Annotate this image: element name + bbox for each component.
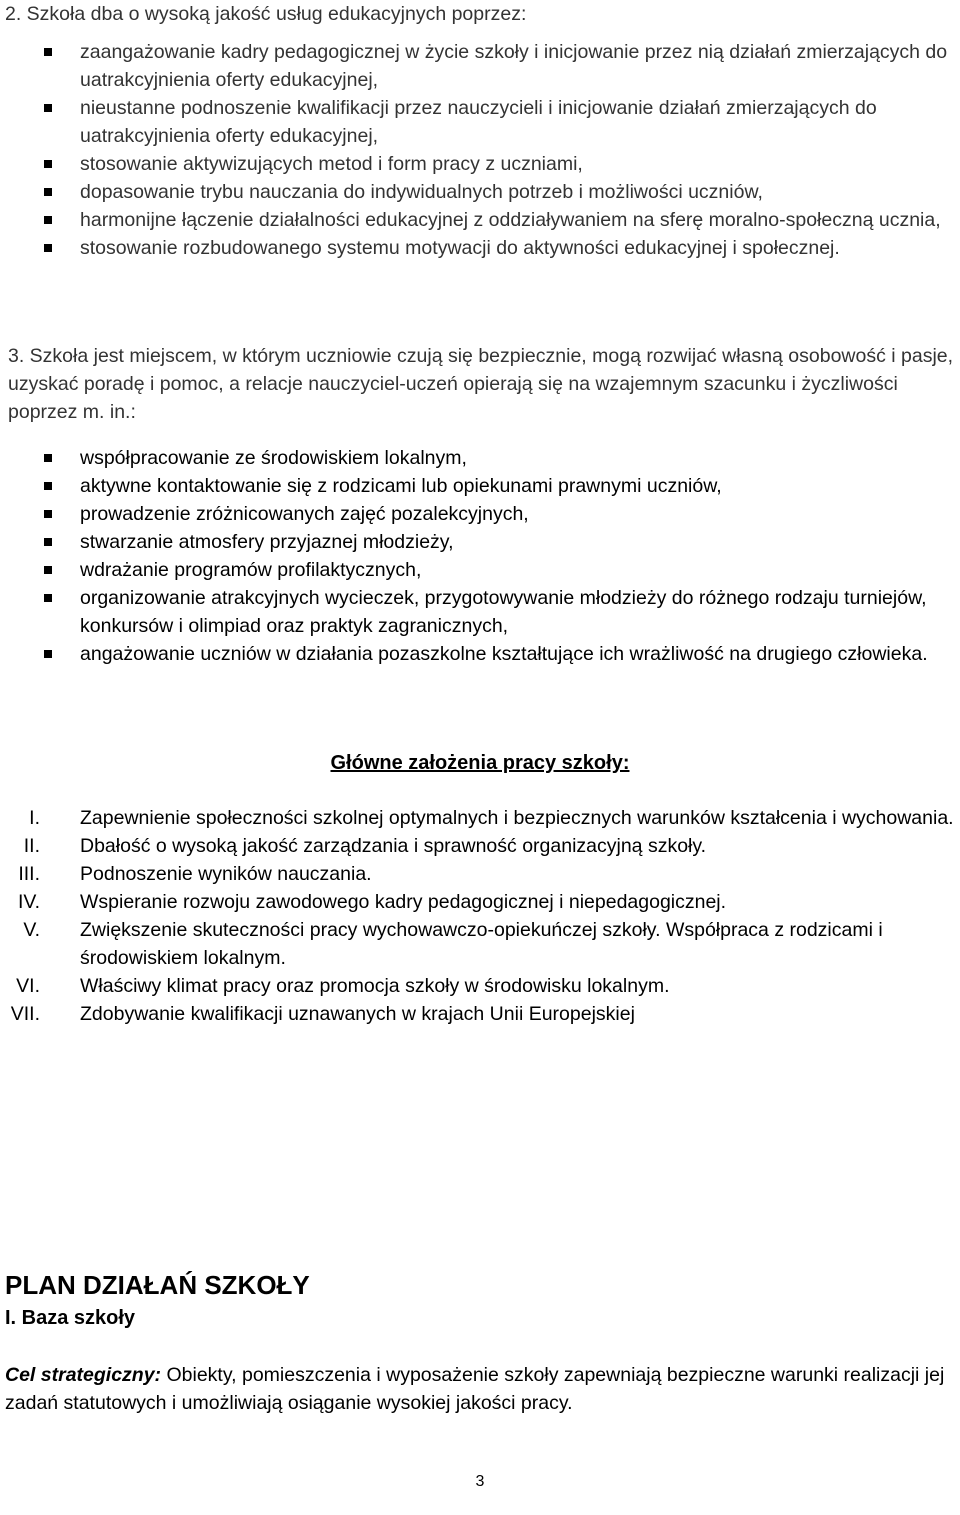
- list-item: VI. Właściwy klimat pracy oraz promocja szkoły w środowisku lokalnym.: [16, 975, 670, 997]
- bullet-square-icon: [44, 538, 52, 546]
- bullet-square-icon: [44, 48, 52, 56]
- list-item: harmonijne łączenie działalności edukacyjnej z oddziaływaniem na sferę moralno-społeczną ucznia,: [0, 206, 960, 234]
- bullet-square-icon: [44, 482, 52, 490]
- bullet-square-icon: [44, 510, 52, 518]
- list-item: aktywne kontaktowanie się z rodzicami lub opiekunami prawnymi uczniów,: [0, 472, 960, 500]
- bullet-square-icon: [44, 244, 52, 252]
- list-item: organizowanie atrakcyjnych wycieczek, przygotowywanie młodzieży do różnego rodzaju turniejów, konkursów i olimpiad oraz praktyk zagranicznych,: [0, 584, 960, 640]
- page-number: 3: [475, 1473, 485, 1490]
- bullet-square-icon: [44, 650, 52, 658]
- strategic-goal: [5, 1361, 955, 1417]
- section-2-heading: 2. Szkoła dba o wysoką jakość usług edukacyjnych poprzez:: [5, 3, 527, 25]
- list-item: VII. Zdobywanie kwalifikacji uznawanych w krajach Unii Europejskiej: [10, 1003, 635, 1025]
- list-item: prowadzenie zróżnicowanych zajęć pozalekcyjnych,: [0, 500, 960, 528]
- list-item: stosowanie rozbudowanego systemu motywacji do aktywności edukacyjnej i społecznej.: [0, 234, 960, 262]
- plan-title: PLAN DZIAŁAŃ SZKOŁY: [5, 1270, 310, 1300]
- list-item: stwarzanie atmosfery przyjaznej młodzieży,: [0, 528, 960, 556]
- section-3-paragraph: 3. Szkoła jest miejscem, w którym uczniowie czują się bezpiecznie, mogą rozwijać własną osobowość i pasje, uzyskać poradę i pomoc, a relacje nauczyciel-uczeń opierają się na wzajemnym szacunku i życzliwości poprzez m. in.:: [8, 345, 954, 423]
- list-item: zaangażowanie kadry pedagogicznej w życie szkoły i inicjowanie przez nią działań zmierzających do uatrakcyjnienia oferty edukacyjnej,: [0, 38, 960, 94]
- list-item: stosowanie aktywizujących metod i form pracy z uczniami,: [0, 150, 960, 178]
- plan-subtitle: I. Baza szkoły: [5, 1307, 136, 1329]
- section-3-list: [0, 444, 960, 668]
- strategic-goal-label: Cel strategiczny:: [5, 1364, 162, 1386]
- bullet-square-icon: [44, 594, 52, 602]
- assumptions-title: Główne założenia pracy szkoły:: [330, 752, 630, 774]
- list-item: V. Zwiększenie skuteczności pracy wychowawczo-opiekuńczej szkoły. Współpraca z rodzicami i środowiskiem lokalnym.: [23, 919, 883, 969]
- strategic-goal-text: Obiekty, pomieszczenia i wyposażenie szkoły zapewniają bezpieczne warunki realizacji jej zadań statutowych i umożliwiają osiąganie wysokiej jakości pracy.: [5, 1364, 945, 1414]
- bullet-square-icon: [44, 160, 52, 168]
- section-2-list: [0, 38, 960, 262]
- assumptions-list: [0, 804, 960, 1028]
- list-item: I. Zapewnienie społeczności szkolnej optymalnych i bezpiecznych warunków kształcenia i wychowania.: [29, 807, 954, 829]
- list-item: dopasowanie trybu nauczania do indywidualnych potrzeb i możliwości uczniów,: [0, 178, 960, 206]
- list-item: IV. Wspieranie rozwoju zawodowego kadry pedagogicznej i niepedagogicznej.: [17, 891, 727, 913]
- list-item: II. Dbałość o wysoką jakość zarządzania i sprawność organizacyjną szkoły.: [23, 835, 707, 857]
- list-item: nieustanne podnoszenie kwalifikacji przez nauczycieli i inicjowanie działań zmierzających do uatrakcyjnienia oferty edukacyjnej,: [0, 94, 960, 150]
- bullet-square-icon: [44, 566, 52, 574]
- bullet-square-icon: [44, 454, 52, 462]
- list-item: III. Podnoszenie wyników nauczania.: [18, 863, 372, 885]
- list-item: angażowanie uczniów w działania pozaszkolne kształtujące ich wrażliwość na drugiego człowieka.: [0, 640, 960, 668]
- bullet-square-icon: [44, 216, 52, 224]
- bullet-square-icon: [44, 188, 52, 196]
- bullet-square-icon: [44, 104, 52, 112]
- list-item: współpracowanie ze środowiskiem lokalnym,: [0, 444, 960, 472]
- list-item: wdrażanie programów profilaktycznych,: [0, 556, 960, 584]
